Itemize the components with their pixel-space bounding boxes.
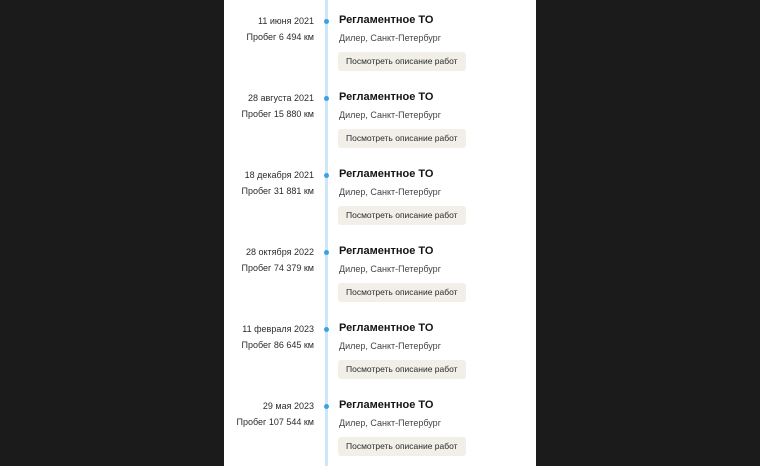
history-entry [224,168,536,245]
entry-title: Регламентное ТО [339,14,434,26]
timeline-dot [324,250,329,255]
history-entry [224,14,536,91]
entry-title: Регламентное ТО [339,322,434,334]
entry-place: Дилер, Санкт-Петербург [339,187,441,197]
view-work-description-button[interactable]: Посмотреть описание работ [338,360,466,379]
entry-place: Дилер, Санкт-Петербург [339,110,441,120]
timeline-dot [324,19,329,24]
entry-mileage: Пробег 107 544 км [236,417,314,427]
entry-place: Дилер, Санкт-Петербург [339,33,441,43]
service-history-panel [224,0,536,466]
entry-mileage: Пробег 31 881 км [241,186,314,196]
history-entry [224,322,536,399]
entry-date: 28 августа 2021 [247,93,314,103]
timeline-dot [324,327,329,332]
entry-title: Регламентное ТО [339,399,434,411]
entry-date: 18 декабря 2021 [244,170,314,180]
timeline-dot [324,96,329,101]
entry-date: 29 мая 2023 [262,401,314,411]
entry-mileage: Пробег 74 379 км [241,263,314,273]
entry-date: 28 октября 2022 [245,247,314,257]
entry-mileage: Пробег 6 494 км [246,32,314,42]
entry-date: 11 февраля 2023 [242,324,314,334]
entry-title: Регламентное ТО [339,245,434,257]
timeline-dot [324,173,329,178]
entry-date: 11 июня 2021 [258,16,314,26]
view-work-description-button[interactable]: Посмотреть описание работ [338,437,466,456]
entry-mileage: Пробег 86 645 км [241,340,314,350]
history-entry [224,245,536,322]
history-entry [224,399,536,466]
entry-title: Регламентное ТО [339,91,434,103]
view-work-description-button[interactable]: Посмотреть описание работ [338,129,466,148]
view-work-description-button[interactable]: Посмотреть описание работ [338,283,466,302]
history-entry [224,91,536,168]
entry-place: Дилер, Санкт-Петербург [339,264,441,274]
view-work-description-button[interactable]: Посмотреть описание работ [338,52,466,71]
timeline-dot [324,404,329,409]
entry-mileage: Пробег 15 880 км [241,109,314,119]
entry-place: Дилер, Санкт-Петербург [339,418,441,428]
entry-place: Дилер, Санкт-Петербург [339,341,441,351]
view-work-description-button[interactable]: Посмотреть описание работ [338,206,466,225]
entry-title: Регламентное ТО [339,168,434,180]
